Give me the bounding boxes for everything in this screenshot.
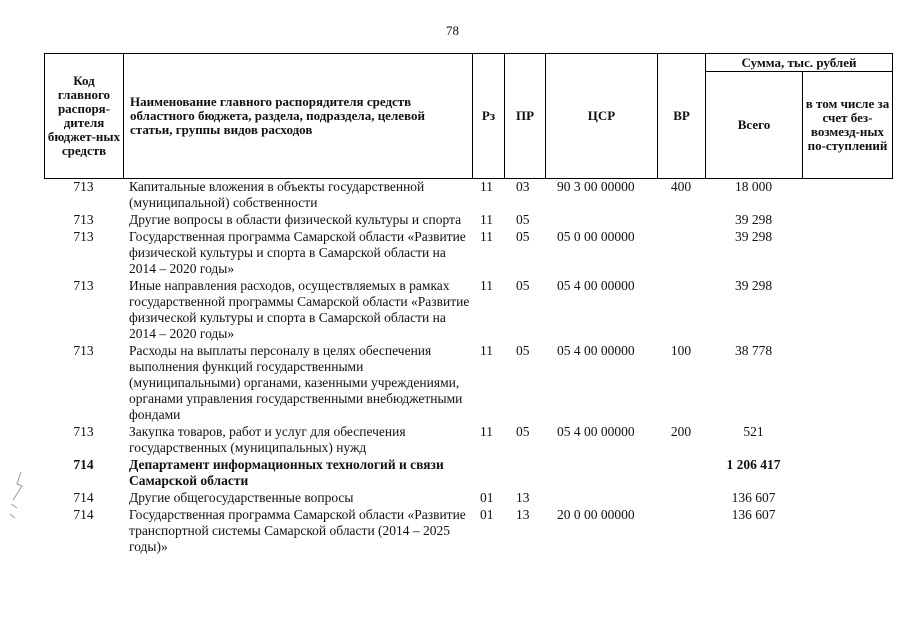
- header-code: Код главного распоря-дителя бюджет-ных средств: [45, 54, 124, 179]
- cell-total: 39 298: [734, 278, 773, 293]
- cell-rz: 11: [480, 229, 493, 244]
- cell-total: 38 778: [734, 343, 773, 358]
- cell-rz: 11: [480, 278, 493, 293]
- margin-scribble: [7, 470, 27, 520]
- table-row: [44, 178, 892, 211]
- cell-csr: 20 0 00 00000: [557, 507, 635, 522]
- header-total: Всего: [706, 72, 803, 179]
- table-row: [44, 342, 892, 423]
- cell-vr: [657, 489, 705, 506]
- cell-name: Департамент информационных технологий и связи Самарской области: [129, 457, 444, 488]
- cell-rz: 01: [480, 490, 494, 505]
- cell-name: Другие общегосударственные вопросы: [129, 490, 354, 505]
- cell-total: 39 298: [734, 229, 773, 244]
- cell-name: Закупка товаров, работ и услуг для обеспечения государственных (муниципальных) нужд: [129, 424, 406, 455]
- cell-incl: [802, 277, 892, 342]
- cell-csr: 05 0 00 00000: [557, 229, 635, 244]
- cell-code: 714: [73, 507, 94, 522]
- cell-vr: 100: [670, 343, 692, 358]
- cell-vr: [657, 506, 705, 555]
- cell-code: 713: [73, 343, 94, 358]
- cell-rz: 11: [480, 212, 493, 227]
- cell-incl: [802, 178, 892, 211]
- table-row: [44, 456, 892, 489]
- cell-name: Иные направления расходов, осуществляемых в рамках государственной программы Самарской области «Развитие физической культуры и спорта в Самарской области на 2014 – 2020 годы»: [129, 278, 470, 341]
- cell-incl: [802, 211, 892, 228]
- cell-csr: 05 4 00 00000: [557, 278, 635, 293]
- cell-code: 713: [73, 278, 94, 293]
- table-row: [44, 423, 892, 456]
- cell-name: Расходы на выплаты персоналу в целях обеспечения выполнения функций государственными (муниципальными) органами, казенными учреждениями, органами управления государственными внебюджетными фондами: [129, 343, 463, 422]
- cell-csr: 90 3 00 00000: [557, 179, 635, 194]
- cell-pr: [504, 456, 545, 489]
- cell-csr: 05 4 00 00000: [557, 424, 635, 439]
- table-body: [44, 178, 892, 555]
- cell-csr: [545, 211, 657, 228]
- cell-pr: 03: [516, 179, 530, 194]
- cell-incl: [802, 423, 892, 456]
- cell-name: Капитальные вложения в объекты государственной (муниципальной) собственности: [129, 179, 425, 210]
- cell-rz: 11: [480, 179, 493, 194]
- cell-code: 714: [73, 490, 94, 505]
- cell-total: 1 206 417: [726, 457, 781, 472]
- cell-pr: 05: [516, 278, 530, 293]
- cell-pr: 13: [516, 490, 530, 505]
- cell-vr: 400: [670, 179, 692, 194]
- cell-name: Государственная программа Самарской области «Развитие физической культуры и спорта в Самарской области на 2014 – 2020 годы»: [129, 229, 466, 276]
- cell-rz: 01: [480, 507, 494, 522]
- cell-code: 713: [73, 179, 94, 194]
- cell-pr: 05: [516, 212, 530, 227]
- cell-vr: [657, 228, 705, 277]
- cell-pr: 05: [516, 424, 530, 439]
- cell-vr: [657, 211, 705, 228]
- cell-total: 136 607: [731, 490, 776, 505]
- cell-csr: 05 4 00 00000: [557, 343, 635, 358]
- cell-name: Другие вопросы в области физической культуры и спорта: [129, 212, 462, 227]
- cell-pr: 05: [516, 343, 530, 358]
- cell-incl: [802, 489, 892, 506]
- page-number: 78: [446, 23, 459, 38]
- table-row: [44, 228, 892, 277]
- cell-code: 713: [73, 229, 94, 244]
- cell-rz: 11: [480, 424, 493, 439]
- cell-vr: 200: [670, 424, 692, 439]
- cell-total: 136 607: [731, 507, 776, 522]
- table-row: [44, 277, 892, 342]
- cell-total: 521: [743, 424, 764, 439]
- cell-rz: 11: [480, 343, 493, 358]
- cell-pr: 05: [516, 229, 530, 244]
- table-row: [44, 211, 892, 228]
- cell-incl: [802, 342, 892, 423]
- header-incl: в том числе за счет без-возмезд-ных по-ступлений: [803, 72, 893, 179]
- table-header: [44, 53, 893, 179]
- cell-incl: [802, 228, 892, 277]
- cell-name: Государственная программа Самарской области «Развитие транспортной системы Самарской области (2014 – 2025 годы)»: [129, 507, 466, 554]
- cell-total: 39 298: [734, 212, 773, 227]
- cell-total: 18 000: [734, 179, 773, 194]
- cell-code: 713: [73, 424, 94, 439]
- cell-csr: [545, 489, 657, 506]
- header-name: Наименование главного распорядителя средств областного бюджета, раздела, подраздела, целевой статьи, группы видов расходов: [124, 54, 473, 179]
- cell-code: 713: [73, 212, 94, 227]
- cell-rz: [472, 456, 504, 489]
- header-rz: Рз: [473, 54, 505, 179]
- table-row: [44, 489, 892, 506]
- cell-csr: [545, 456, 657, 489]
- header-sum: Сумма, тыс. рублей: [706, 54, 893, 72]
- cell-pr: 13: [516, 507, 530, 522]
- table-row: [44, 506, 892, 555]
- header-vr: ВР: [658, 54, 706, 179]
- cell-incl: [802, 456, 892, 489]
- cell-incl: [802, 506, 892, 555]
- cell-vr: [657, 456, 705, 489]
- cell-code: 714: [73, 457, 94, 472]
- header-csr: ЦСР: [546, 54, 658, 179]
- header-pr: ПР: [505, 54, 546, 179]
- cell-vr: [657, 277, 705, 342]
